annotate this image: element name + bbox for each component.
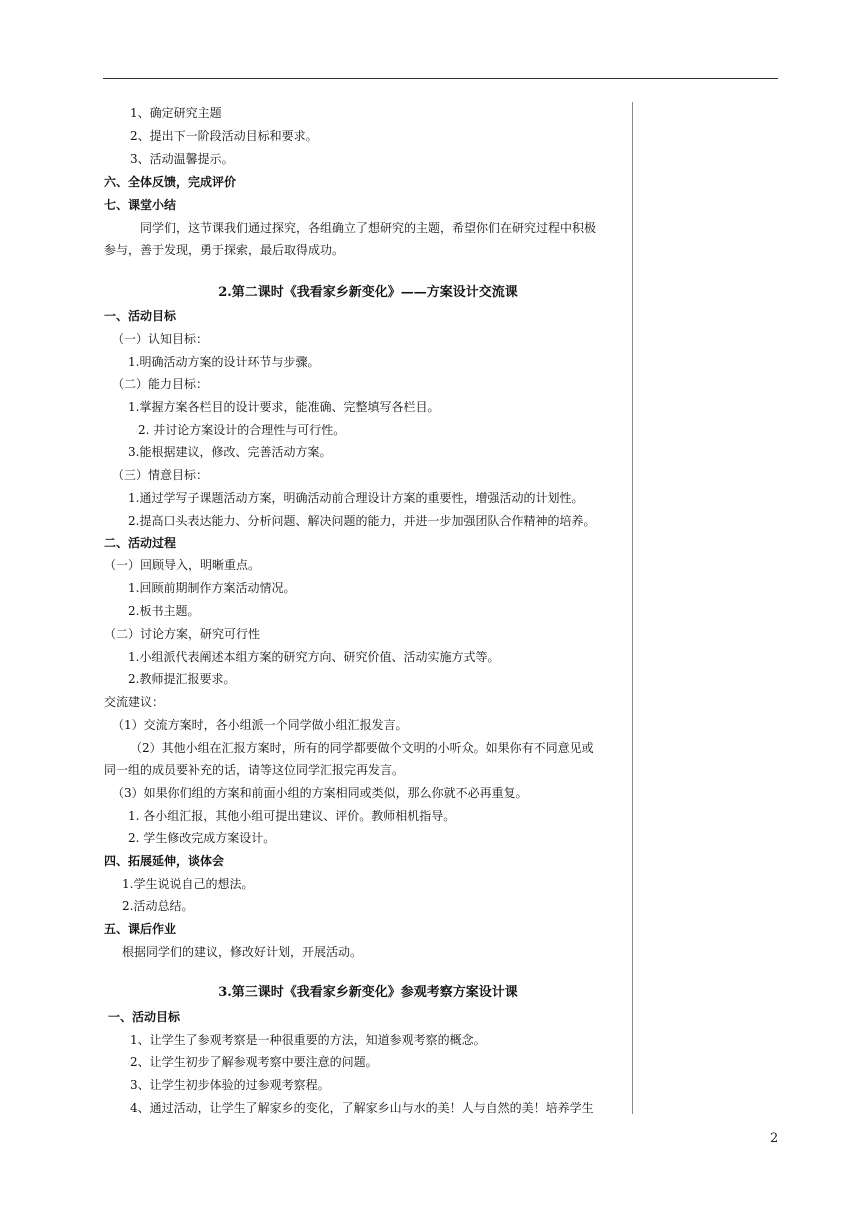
- text-line: 1.回顾前期制作方案活动情况。: [128, 581, 296, 595]
- text-line: 1、让学生了参观考察是一种很重要的方法，知道参观考察的概念。: [130, 1033, 486, 1047]
- text-line: 2、提出下一阶段活动目标和要求。: [130, 129, 318, 143]
- section-heading: 二、活动过程: [104, 536, 177, 550]
- text-line: （二）能力目标：: [112, 377, 209, 391]
- text-line: 参与，善于发现，勇于探索，最后取得成功。: [104, 243, 345, 257]
- text-line: （2）其他小组在汇报方案时，所有的同学都要做个文明的小听众。如果你有不同意见或: [130, 741, 594, 755]
- text-line: 2.板书主题。: [128, 604, 200, 618]
- text-line: 3、让学生初步体验的过参观考察程。: [130, 1078, 330, 1092]
- text-line: 2.提高口头表达能力、分析问题、解决问题的能力，并进一步加强团队合作精神的培养。: [128, 514, 596, 528]
- text-line: 2.活动总结。: [122, 899, 194, 913]
- page-number: 2: [770, 1131, 779, 1146]
- text-line: 2、让学生初步了解参观考察中要注意的问题。: [130, 1055, 378, 1069]
- text-line: 2. 并讨论方案设计的合理性与可行性。: [138, 423, 346, 437]
- text-line: 1. 各小组汇报，其他小组可提出建议、评价。教师相机指导。: [128, 809, 456, 823]
- text-line: 2. 学生修改完成方案设计。: [128, 831, 276, 845]
- lesson-title: 3.第三课时《我看家乡新变化》参观考察方案设计课: [218, 985, 518, 1000]
- text-line: （3）如果你们组的方案和前面小组的方案相同或类似，那么你就不必再重复。: [112, 786, 528, 800]
- section-heading: 七、课堂小结: [104, 198, 177, 212]
- table-column-border: [632, 102, 633, 1114]
- section-heading: 一、活动目标: [108, 1010, 181, 1024]
- text-line: （三）情意目标：: [112, 468, 209, 482]
- text-line: 2.教师提汇报要求。: [128, 672, 236, 686]
- section-heading: 六、全体反馈，完成评价: [104, 175, 237, 189]
- text-line: （1）交流方案时，各小组派一个同学做小组汇报发言。: [112, 718, 408, 732]
- text-line: 同一组的成员要补充的话，请等这位同学汇报完再发言。: [104, 763, 405, 777]
- text-line: 1.明确活动方案的设计环节与步骤。: [128, 355, 320, 369]
- text-line: 根据同学们的建议，修改好计划，开展活动。: [122, 945, 363, 959]
- text-line: （二）讨论方案，研究可行性: [104, 627, 261, 641]
- text-line: （一）认知目标：: [112, 332, 209, 346]
- text-line: 1.通过学写子课题活动方案，明确活动前合理设计方案的重要性，增强活动的计划性。: [128, 491, 584, 505]
- text-line: 4、通过活动，让学生了解家乡的变化，了解家乡山与水的美！人与自然的美！培养学生: [130, 1101, 594, 1115]
- lesson-title: 2.第二课时《我看家乡新变化》——方案设计交流课: [218, 285, 518, 300]
- text-line: 交流建议：: [104, 695, 165, 709]
- text-line: 3、活动温馨提示。: [130, 152, 234, 166]
- header-rule: [103, 78, 778, 79]
- text-line: 3.能根据建议，修改、完善活动方案。: [128, 445, 332, 459]
- section-heading: 一、活动目标: [104, 309, 177, 323]
- text-line: 1、确定研究主题: [130, 106, 222, 120]
- text-line: 1.学生说说自己的想法。: [122, 877, 254, 891]
- text-line: 1.掌握方案各栏目的设计要求，能准确、完整填写各栏目。: [128, 400, 440, 414]
- text-line: （一）回顾导入，明晰重点。: [104, 558, 261, 572]
- section-heading: 五、课后作业: [104, 922, 177, 936]
- text-line: 1.小组派代表阐述本组方案的研究方向、研究价值、活动实施方式等。: [128, 650, 500, 664]
- text-line: 同学们，这节课我们通过探究，各组确立了想研究的主题，希望你们在研究过程中积极: [140, 221, 597, 235]
- section-heading: 四、拓展延伸，谈体会: [104, 854, 225, 868]
